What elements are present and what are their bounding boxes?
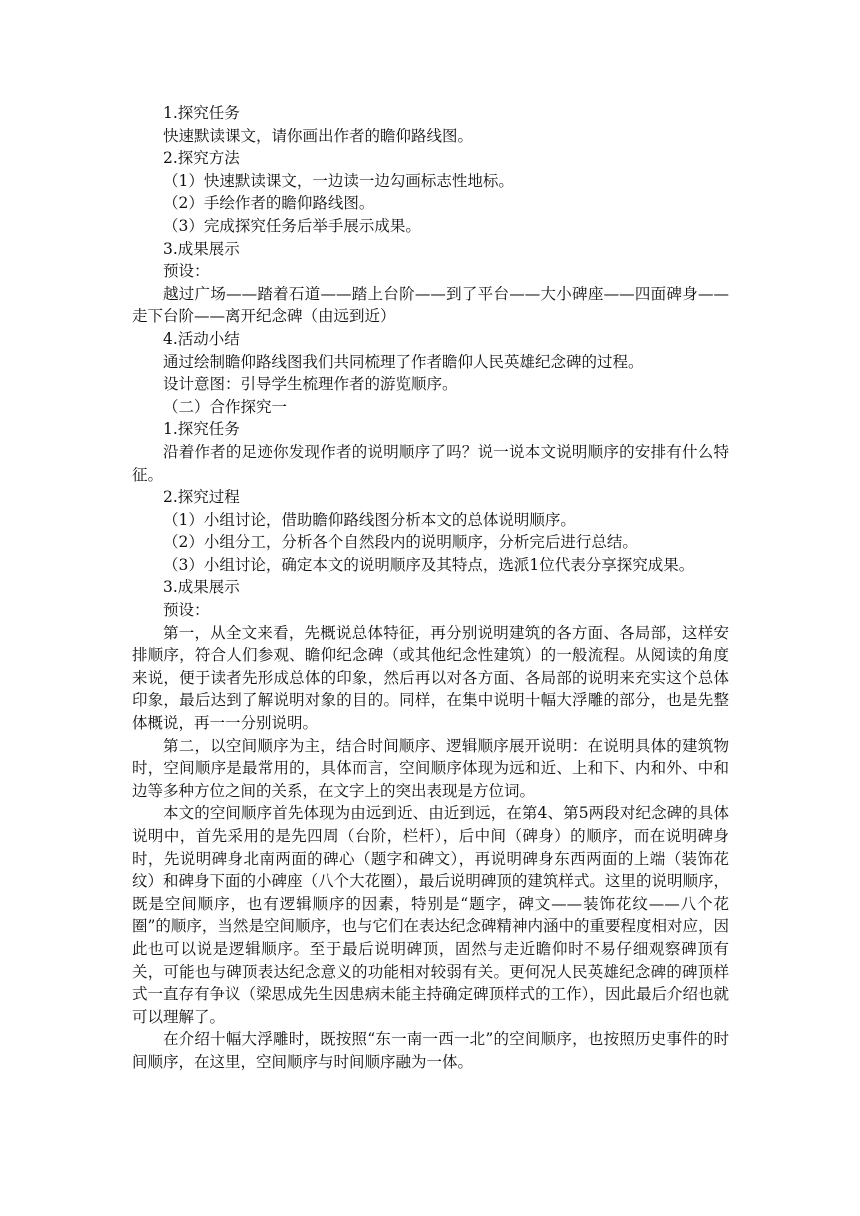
design-intent: 设计意图：引导学生梳理作者的游览顺序。 — [163, 375, 458, 394]
method-step-1: （1）快速默读课文，一边读一边勾画标志性地标。 — [163, 171, 514, 190]
preset-label-2: 预设： — [163, 601, 210, 620]
document-body — [132, 102, 729, 1074]
heading-process: 2.探究过程 — [163, 488, 240, 507]
route-preset: 越过广场——踏着石道——踏上台阶——到了平台——大小碑座——四面碑身——走下台阶——离开纪念碑（由远到近） — [132, 284, 729, 326]
preset-paragraph-4: 在介绍十幅大浮雕时，既按照“东一南一西一北”的空间顺序，也按照历史事件的时间顺序，在这里，空间顺序与时间顺序融为一体。 — [132, 1030, 729, 1071]
method-step-3: （3）完成探究任务后举手展示成果。 — [163, 216, 421, 235]
summary-text: 通过绘制瞻仰路线图我们共同梳理了作者瞻仰人民英雄纪念碑的过程。 — [163, 352, 644, 371]
method-step-2: （2）手绘作者的瞻仰路线图。 — [163, 194, 375, 213]
process-step-1: （1）小组讨论，借助瞻仰路线图分析本文的总体说明顺序。 — [163, 510, 576, 529]
heading-task-2: 1.探究任务 — [163, 420, 240, 439]
section-cooperation-1: （二）合作探究一 — [163, 397, 288, 416]
preset-paragraph-2: 第二，以空间顺序为主，结合时间顺序、逻辑顺序展开说明：在说明具体的建筑物时，空间顺序是最常用的，具体而言，空间顺序体现为远和近、上和下、内和外、中和边等多种方位之间的关系，在文字上的突出表现是方位词。 — [132, 736, 729, 800]
heading-method: 2.探究方法 — [163, 149, 240, 168]
task-2-text: 沿着作者的足迹你发现作者的说明顺序了吗？说一说本文说明顺序的安排有什么特征。 — [132, 442, 729, 484]
task-1-text: 快速默读课文，请你画出作者的瞻仰路线图。 — [163, 126, 474, 145]
process-step-3: （3）小组讨论，确定本文的说明顺序及其特点，选派1位代表分享探究成果。 — [163, 555, 695, 574]
process-step-2: （2）小组分工，分析各个自然段内的说明顺序，分析完后进行总结。 — [163, 533, 638, 552]
heading-summary: 4.活动小结 — [163, 329, 240, 348]
preset-paragraph-1: 第一，从全文来看，先概说总体特征，再分别说明建筑的各方面、各局部，这样安排顺序，符合人们参观、瞻仰纪念碑（或其他纪念性建筑）的一般流程。从阅读的角度来说，便于读者先形成总体的印象，然后再以对各方面、各局部的说明来充实这个总体印象，最后达到了解说明对象的目的。同样，在集中说明十幅大浮雕的部分，也是先整体概说，再一一分别说明。 — [132, 623, 729, 733]
heading-task-1: 1.探究任务 — [163, 104, 240, 122]
heading-results-1: 3.成果展示 — [163, 239, 240, 258]
preset-label-1: 预设： — [163, 262, 210, 281]
preset-paragraph-3: 本文的空间顺序首先体现为由远到近、由近到远，在第4、第5两段对纪念碑的具体说明中，首先采用的是先四周（台阶，栏杆），后中间（碑身）的顺序，而在说明碑身时，先说明碑身北南两面的碑心（题字和碑文），再说明碑身东西两面的上端（装饰花纹）和碑身下面的小碑座（八个大花圈），最后说明碑顶的建筑样式。这里的说明顺序，既是空间顺序，也有逻辑顺序的因素，特别是“题字，碑文——装饰花纹——八个花圈”的顺序，当然是空间顺序，也与它们在表达纪念碑精神内涵中的重要程度相对应，因此也可以说是逻辑顺序。至于最后说明碑顶，固然与走近瞻仰时不易仔细观察碑顶有关，可能也与碑顶表达纪念意义的功能相对较弱有关。更何况人民英雄纪念碑的碑顶样式一直存有争议（梁思成先生因患病未能主持确定碑顶样式的工作），因此最后介绍也就可以理解了。 — [132, 804, 729, 1026]
heading-results-2: 3.成果展示 — [163, 578, 240, 597]
